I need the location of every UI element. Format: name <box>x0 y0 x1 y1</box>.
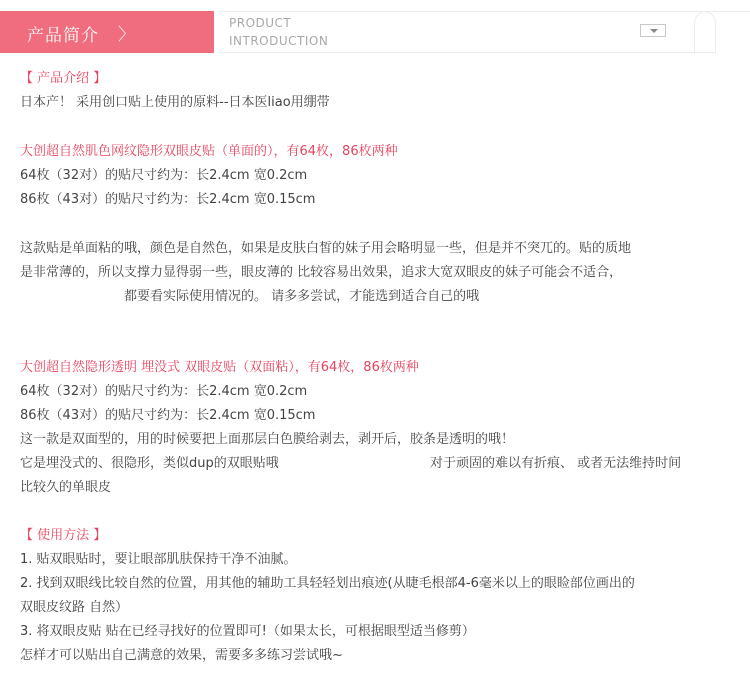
usage-heading: 【 使用方法 】 <box>20 528 107 543</box>
subtitle-line-2: INTRODUCTION <box>229 34 329 48</box>
usage-step-1: 1. 贴双眼贴时，要让眼部肌肤保持干净不油腻。 <box>20 552 297 567</box>
section-title: 产品简介 <box>27 26 99 46</box>
usage-step-2a: 2. 找到双眼线比较自然的位置，用其他的辅助工具轻轻划出痕迹(从睫毛根部4-6毫米以上的眼睑部位画出的 <box>20 576 635 591</box>
intro-text: 日本产！ 采用创口贴上使用的原料--日本医liao用绷带 <box>20 95 330 110</box>
caret-down-icon <box>650 29 658 33</box>
product1-desc-2: 是非常薄的，所以支撑力显得弱一些，眼皮薄的 比较容易出效果，追求大宽双眼皮的妹子可能会不适合， <box>20 265 623 280</box>
header-frame-right <box>694 11 750 53</box>
product1-size-64: 64枚（32对）的贴尺寸约为：长2.4cm 宽0.2cm <box>20 168 308 183</box>
product2-size-86: 86枚（43对）的贴尺寸约为：长2.4cm 宽0.15cm <box>20 408 316 423</box>
section-subtitle <box>229 14 328 50</box>
product2-desc-1: 这一款是双面型的，用的时候要把上面那层白色膜给剥去，剥开后，胶条是透明的哦！ <box>20 432 515 447</box>
product1-size-86: 86枚（43对）的贴尺寸约为：长2.4cm 宽0.15cm <box>20 192 316 207</box>
product2-desc-3: 比较久的单眼皮 <box>20 480 112 495</box>
product2-size-64: 64枚（32对）的贴尺寸约为：长2.4cm 宽0.2cm <box>20 384 308 399</box>
intro-heading: 【 产品介绍 】 <box>20 71 107 86</box>
section-header-tab <box>0 11 214 53</box>
product1-title: 大创超自然肌色网纹隐形双眼皮贴（单面的），有64枚，86枚两种 <box>20 144 398 159</box>
product2-title: 大创超自然隐形透明 埋没式 双眼皮贴（双面粘），有64枚，86枚两种 <box>20 360 419 375</box>
chevron-right-icon: 〉 <box>118 25 135 45</box>
product2-desc-2b: 对于顽固的难以有折痕、 或者无法维持时间 <box>430 456 682 471</box>
subtitle-line-1: PRODUCT <box>229 16 292 30</box>
product1-desc-3: 都要看实际使用情况的。 请多多尝试，才能选到适合自己的哦 <box>124 289 480 304</box>
usage-tip: 怎样才可以贴出自己满意的效果，需要多多练习尝试哦~ <box>20 648 343 663</box>
usage-step-3: 3. 将双眼皮贴 贴在已经寻找好的位置即可!（如果太长，可根据眼型适当修剪） <box>20 624 475 639</box>
product1-desc-1: 这款贴是单面粘的哦，颜色是自然色，如果是皮肤白皙的妹子用会略明显一些，但是并不突兀的。贴的质地 <box>20 241 632 256</box>
product2-desc-2a: 它是埋没式的、很隐形，类似dup的双眼贴哦 <box>20 456 279 471</box>
dropdown-toggle-button[interactable] <box>640 24 666 37</box>
usage-step-2b: 双眼皮纹路 自然） <box>20 600 129 615</box>
